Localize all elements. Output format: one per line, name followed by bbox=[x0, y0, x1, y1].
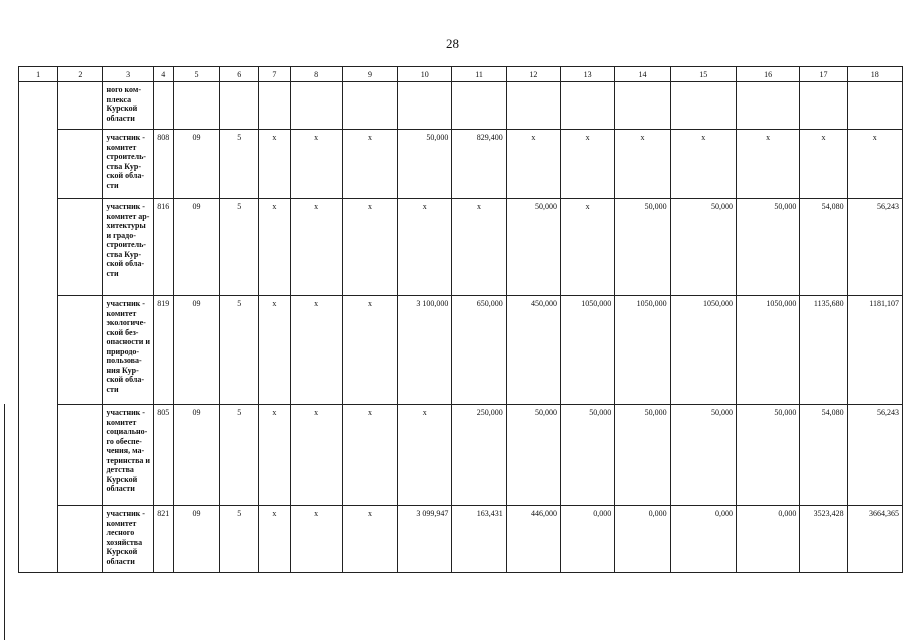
table-cell bbox=[58, 296, 103, 405]
table-cell: 09 bbox=[173, 296, 219, 405]
column-header: 14 bbox=[615, 67, 670, 82]
table-cell: 821 bbox=[153, 506, 173, 573]
table-cell: 54,080 bbox=[800, 199, 847, 296]
table-cell: x bbox=[847, 130, 902, 199]
table-cell: 09 bbox=[173, 506, 219, 573]
column-header: 11 bbox=[452, 67, 506, 82]
table-cell: x bbox=[290, 130, 342, 199]
table-cell: x bbox=[342, 199, 397, 296]
table-cell: 50,000 bbox=[506, 199, 560, 296]
table-cell: x bbox=[452, 199, 506, 296]
table-cell: x bbox=[342, 130, 397, 199]
table-cell: x bbox=[560, 130, 614, 199]
table-cell: 808 bbox=[153, 130, 173, 199]
table-cell: x bbox=[506, 130, 560, 199]
table-cell: 3 100,000 bbox=[398, 296, 452, 405]
table-cell: x bbox=[670, 130, 736, 199]
table-cell: 09 bbox=[173, 130, 219, 199]
table-cell bbox=[153, 82, 173, 130]
table-cell: x bbox=[259, 130, 290, 199]
table-cell: 50,000 bbox=[398, 130, 452, 199]
table-cell: 1050,000 bbox=[615, 296, 670, 405]
table-cell bbox=[342, 82, 397, 130]
participant-name: участник - комитет социально-го обеспе-чения, ма-теринства и детства Курской области bbox=[103, 405, 153, 506]
table-row bbox=[19, 405, 903, 506]
participant-name: участник - комитет строитель-ства Кур-ской обла-сти bbox=[103, 130, 153, 199]
column-header: 13 bbox=[560, 67, 614, 82]
table-cell: 50,000 bbox=[736, 199, 799, 296]
participant-name: участник - комитет ар-хитектуры и градо-строитель-ства Кур-ской обла-сти bbox=[103, 199, 153, 296]
table-cell: 50,000 bbox=[560, 405, 614, 506]
table-cell: 250,000 bbox=[452, 405, 506, 506]
table-row bbox=[19, 130, 903, 199]
margin-rule bbox=[4, 404, 5, 640]
column-header: 16 bbox=[736, 67, 799, 82]
column-header: 10 bbox=[398, 67, 452, 82]
table-cell: x bbox=[290, 405, 342, 506]
table-cell bbox=[560, 82, 614, 130]
participant-name: участник - комитет лесного хозяйства Курской области bbox=[103, 506, 153, 573]
table-cell: x bbox=[259, 296, 290, 405]
table-cell: 50,000 bbox=[670, 405, 736, 506]
table-cell bbox=[58, 199, 103, 296]
merged-cell bbox=[19, 82, 58, 573]
column-header: 4 bbox=[153, 67, 173, 82]
table-cell: x bbox=[560, 199, 614, 296]
table-cell: 1135,680 bbox=[800, 296, 847, 405]
table-cell: x bbox=[342, 296, 397, 405]
table-cell: 5 bbox=[220, 130, 259, 199]
table-cell: 50,000 bbox=[670, 199, 736, 296]
participant-name: участник - комитет экологиче-ской без-опасности и природо-пользова-ния Кур-ской обла-сти bbox=[103, 296, 153, 405]
table-cell: x bbox=[290, 506, 342, 573]
table-cell bbox=[847, 82, 902, 130]
table-cell: 829,400 bbox=[452, 130, 506, 199]
table-cell: x bbox=[290, 199, 342, 296]
column-header: 17 bbox=[800, 67, 847, 82]
table-row bbox=[19, 506, 903, 573]
table-cell bbox=[290, 82, 342, 130]
table-cell: 3664,365 bbox=[847, 506, 902, 573]
budget-table bbox=[18, 66, 903, 573]
table-cell bbox=[736, 82, 799, 130]
table-cell: x bbox=[290, 296, 342, 405]
table-cell: 163,431 bbox=[452, 506, 506, 573]
table-cell: 5 bbox=[220, 506, 259, 573]
table-cell bbox=[58, 82, 103, 130]
table-cell: 50,000 bbox=[506, 405, 560, 506]
table-cell: 5 bbox=[220, 296, 259, 405]
table-cell: x bbox=[342, 405, 397, 506]
column-header: 15 bbox=[670, 67, 736, 82]
table-cell: x bbox=[615, 130, 670, 199]
table-cell bbox=[220, 82, 259, 130]
participant-name: ного ком-плекса Курской области bbox=[103, 82, 153, 130]
table-cell: 450,000 bbox=[506, 296, 560, 405]
table-cell: 1050,000 bbox=[670, 296, 736, 405]
table-cell: x bbox=[259, 506, 290, 573]
column-header: 1 bbox=[19, 67, 58, 82]
page-number: 28 bbox=[446, 36, 459, 51]
table-row bbox=[19, 82, 903, 130]
table-cell: x bbox=[800, 130, 847, 199]
table-cell bbox=[452, 82, 506, 130]
table-cell: 5 bbox=[220, 199, 259, 296]
table-cell: 650,000 bbox=[452, 296, 506, 405]
table-cell bbox=[506, 82, 560, 130]
table-cell: x bbox=[342, 506, 397, 573]
table-cell bbox=[615, 82, 670, 130]
table-cell: 1050,000 bbox=[560, 296, 614, 405]
table-cell bbox=[58, 405, 103, 506]
table-cell: 0,000 bbox=[615, 506, 670, 573]
column-header: 5 bbox=[173, 67, 219, 82]
column-header: 18 bbox=[847, 67, 902, 82]
table-cell: 09 bbox=[173, 405, 219, 506]
table-cell bbox=[670, 82, 736, 130]
table-cell: 54,080 bbox=[800, 405, 847, 506]
column-header: 3 bbox=[103, 67, 153, 82]
table-cell: 56,243 bbox=[847, 405, 902, 506]
table-cell: 3 099,947 bbox=[398, 506, 452, 573]
table-cell: 50,000 bbox=[615, 405, 670, 506]
table-cell: x bbox=[398, 405, 452, 506]
table-cell: 3523,428 bbox=[800, 506, 847, 573]
column-header: 12 bbox=[506, 67, 560, 82]
table-cell bbox=[800, 82, 847, 130]
table-cell: 56,243 bbox=[847, 199, 902, 296]
column-header: 2 bbox=[58, 67, 103, 82]
column-header-row bbox=[19, 67, 903, 82]
column-header: 7 bbox=[259, 67, 290, 82]
table-cell bbox=[398, 82, 452, 130]
table-cell: 446,000 bbox=[506, 506, 560, 573]
table-cell: 1181,107 bbox=[847, 296, 902, 405]
table-cell bbox=[58, 506, 103, 573]
table-cell: x bbox=[398, 199, 452, 296]
table-cell: x bbox=[259, 199, 290, 296]
table-cell: 816 bbox=[153, 199, 173, 296]
table-cell bbox=[58, 130, 103, 199]
table-cell bbox=[259, 82, 290, 130]
column-header: 8 bbox=[290, 67, 342, 82]
table-cell: 09 bbox=[173, 199, 219, 296]
table-cell: 50,000 bbox=[736, 405, 799, 506]
table-row bbox=[19, 296, 903, 405]
table-cell: 50,000 bbox=[615, 199, 670, 296]
table-cell: 5 bbox=[220, 405, 259, 506]
table-cell: 0,000 bbox=[736, 506, 799, 573]
table-cell: 819 bbox=[153, 296, 173, 405]
column-header: 9 bbox=[342, 67, 397, 82]
column-header: 6 bbox=[220, 67, 259, 82]
table-cell: 0,000 bbox=[670, 506, 736, 573]
table-cell: 1050,000 bbox=[736, 296, 799, 405]
table-cell: 0,000 bbox=[560, 506, 614, 573]
table-cell bbox=[173, 82, 219, 130]
table-row bbox=[19, 199, 903, 296]
table-cell: x bbox=[259, 405, 290, 506]
table-cell: 805 bbox=[153, 405, 173, 506]
table-cell: x bbox=[736, 130, 799, 199]
